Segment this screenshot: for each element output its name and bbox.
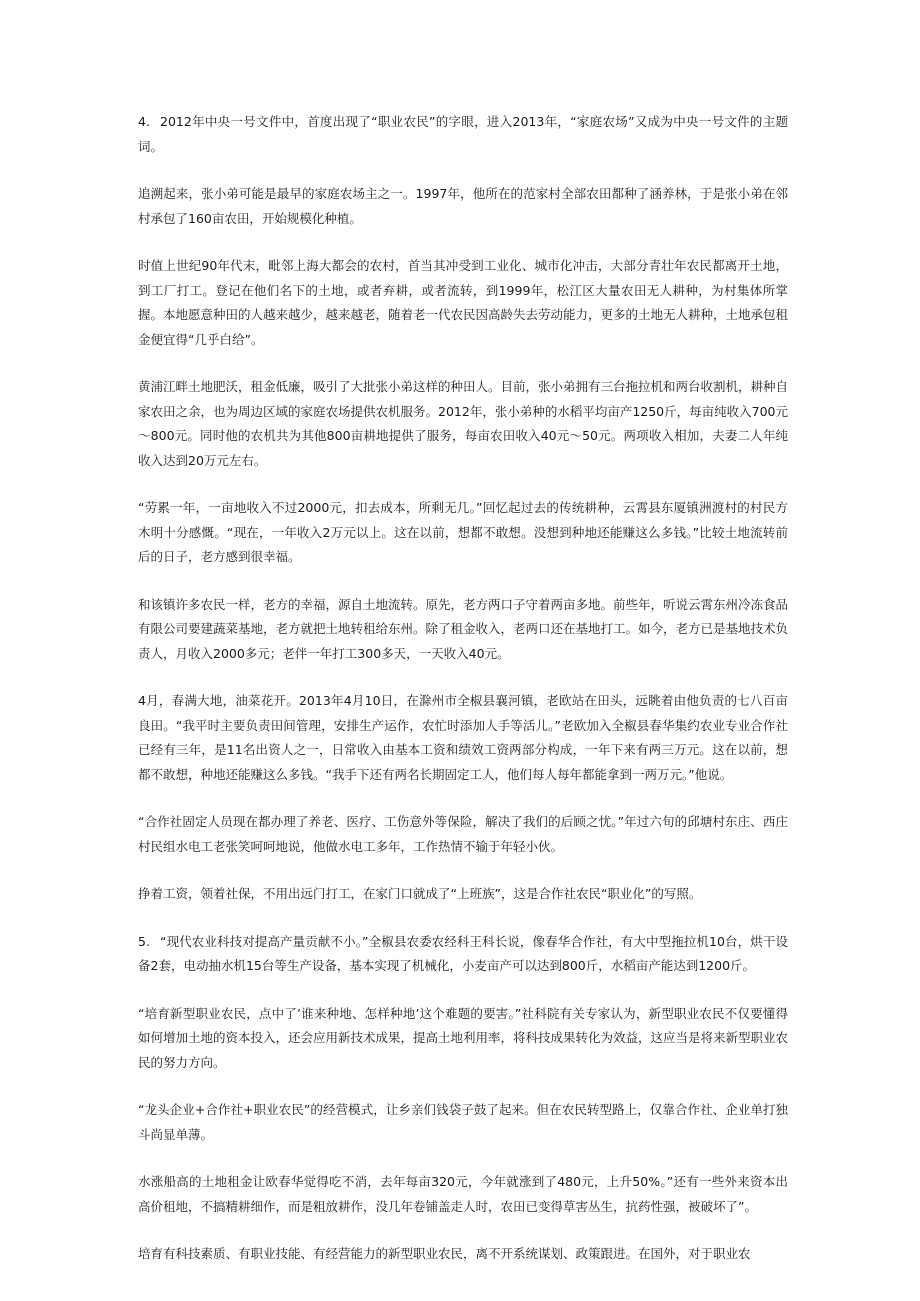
paragraph bbox=[138, 1170, 788, 1219]
paragraph-text: 2012年中央一号文件中，首度出现了“职业农民”的字眼，进入2013年，“家庭农场”又成为中央一号文件的主题词。 bbox=[138, 114, 788, 154]
paragraph bbox=[138, 930, 788, 979]
paragraph bbox=[138, 882, 788, 907]
paragraph-text: 水涨船高的土地租金让欧春华觉得吃不消，去年每亩320元，今年就涨到了480元，上升50%。”还有一些外来资本出高价租地，不搞精耕细作，而是粗放耕作，没几年卷铺盖走人时，农田已变得草害丛生，抗药性强，被破坏了”。 bbox=[138, 1174, 788, 1214]
paragraph bbox=[138, 254, 788, 352]
paragraph-text: 黄浦江畔土地肥沃，租金低廉，吸引了大批张小弟这样的种田人。目前，张小弟拥有三台拖拉机和两台收割机，耕种自家农田之余，也为周边区域的家庭农场提供农机服务。2012年，张小弟种的水稻平均亩产1250斤，每亩纯收入700元～800元。同时他的农机共为其他800亩耕地提供了服务，每亩农田收入40元～50元。两项收入相加，夫妻二人年纯收入达到20万元左右。 bbox=[138, 379, 789, 468]
paragraph-text: “合作社固定人员现在都办理了养老、医疗、工伤意外等保险，解决了我们的后顾之忧。”年过六旬的邱塘村东庄、西庄村民组水电工老张笑呵呵地说，他做水电工多年，工作热情不输于年轻小伙。 bbox=[138, 814, 788, 854]
paragraph-text: “培育新型职业农民，点中了’谁来种地、怎样种地’这个难题的要害。”社科院有关专家认为，新型职业农民不仅要懂得如何增加土地的资本投入，还会应用新技术成果，提高土地利用率，将科技成果转化为效益，这应当是将来新型职业农民的努力方向。 bbox=[138, 1005, 789, 1070]
paragraph-text: 时值上世纪90年代末，毗邻上海大都会的农村，首当其冲受到工业化、城市化冲击，大部分青壮年农民都离开土地，到工厂打工。登记在他们名下的土地，或者弃耕，或者流转，到1999年，松江区大量农田无人耕种，为村集体所掌握。本地愿意种田的人越来越少，越来越老，随着老一代农民因高龄失去劳动能力，更多的土地无人耕种，土地承包租金便宜得“几乎白给”。 bbox=[138, 258, 789, 347]
paragraph-number: 4. bbox=[138, 114, 150, 129]
paragraph-text: 和该镇许多农民一样，老方的幸福，源自土地流转。原先，老方两口子守着两亩多地。前些年，听说云霄东州冷冻食品有限公司要建蔬菜基地，老方就把土地转租给东州。除了租金收入，老两口还在基地打工。如今，老方已是基地技术负责人，月收入2000多元；老伴一年打工300多天，一天收入40元。 bbox=[138, 596, 789, 661]
paragraph bbox=[138, 1002, 788, 1076]
paragraph-text: “现代农业科技对提高产量贡献不小。”全椒县农委农经科王科长说，像春华合作社，有大中型拖拉机10台，烘干设备2套，电动抽水机15台等生产设备，基本实现了机械化，小麦亩产可以达到800斤，水稻亩产能达到1200斤。 bbox=[138, 933, 788, 973]
paragraph bbox=[138, 1098, 788, 1147]
paragraph bbox=[138, 689, 788, 787]
paragraph-text: “劳累一年，一亩地收入不过2000元，扣去成本，所剩无几。”回忆起过去的传统耕种，云霄县东厦镇洲渡村的村民方木明十分感慨。“现在，一年收入2万元以上。这在以前，想都不敢想。没想到种地还能赚这么多钱。”比较土地流转前后的日子，老方感到很幸福。 bbox=[138, 500, 788, 564]
paragraph bbox=[138, 593, 788, 667]
paragraph-number: 5. bbox=[138, 933, 150, 949]
paragraph bbox=[138, 810, 788, 859]
paragraph bbox=[138, 182, 788, 231]
document-body bbox=[138, 110, 788, 1290]
paragraph bbox=[138, 375, 788, 473]
paragraph-text: 追溯起来，张小弟可能是最早的家庭农场主之一。1997年，他所在的范家村全部农田都种了涵养林，于是张小弟在邻村承包了160亩农田，开始规模化种植。 bbox=[138, 186, 788, 226]
paragraph-text: 挣着工资，领着社保，不用出远门打工，在家门口就成了“上班族”，这是合作社农民“职业化”的写照。 bbox=[138, 886, 702, 901]
paragraph bbox=[138, 1242, 788, 1267]
paragraph bbox=[138, 110, 788, 159]
paragraph-text: 培育有科技素质、有职业技能、有经营能力的新型职业农民，离不开系统谋划、政策跟进。在国外，对于职业农 bbox=[138, 1246, 751, 1261]
paragraph-text: “龙头企业+合作社+职业农民”的经营模式，让乡亲们钱袋子鼓了起来。但在农民转型路上，仅靠合作社、企业单打独斗尚显单薄。 bbox=[138, 1102, 788, 1142]
paragraph bbox=[138, 496, 788, 570]
paragraph-text: 4月，春满大地，油菜花开。2013年4月10日，在滁州市全椒县襄河镇，老欧站在田头，远眺着由他负责的七八百亩良田。“我平时主要负责田间管理，安排生产运作，农忙时添加人手等活儿。”老欧加入全椒县春华集约农业专业合作社已经有三年，是11名出资人之一，日常收入由基本工资和绩效工资两部分构成，一年下来有两三万元。这在以前，想都不敢想，种地还能赚这么多钱。“我手下还有两名长期固定工人，他们每人每年都能拿到一两万元。”他说。 bbox=[138, 693, 788, 782]
